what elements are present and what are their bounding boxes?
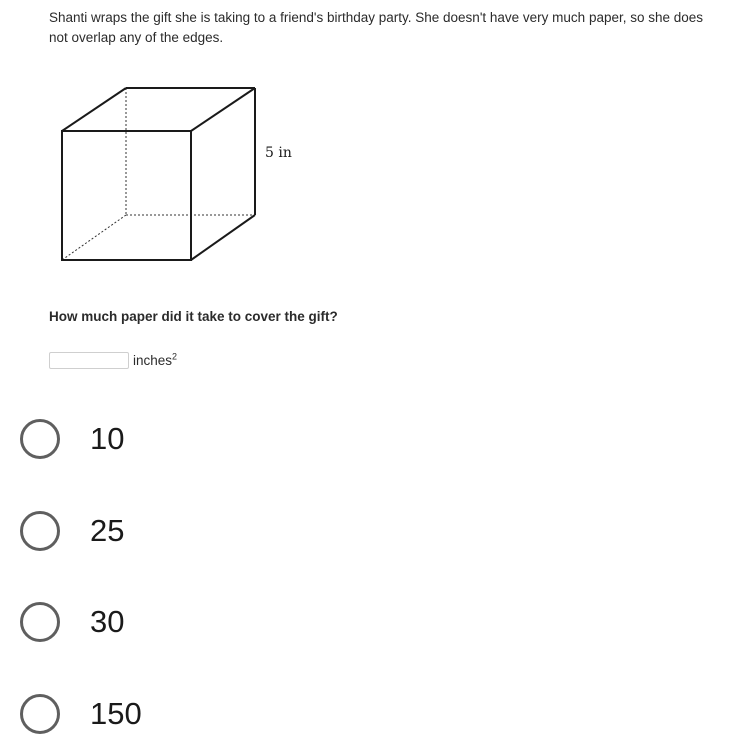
radio-button-2[interactable] bbox=[20, 511, 60, 551]
edge-length-label: 5 in bbox=[265, 145, 292, 161]
choice-option-4[interactable] bbox=[20, 690, 142, 738]
choice-option-1[interactable] bbox=[20, 415, 124, 463]
choice-label-4[interactable]: 150 bbox=[90, 696, 142, 731]
choice-label-3[interactable]: 30 bbox=[90, 604, 125, 639]
problem-prompt: Shanti wraps the gift she is taking to a friend's birthday party. She doesn't have very much paper, so she does not overlap any of the edges. bbox=[49, 10, 704, 45]
choice-option-3[interactable] bbox=[20, 598, 124, 646]
unit-base: inches bbox=[133, 352, 173, 368]
choice-label-1[interactable]: 10 bbox=[90, 421, 125, 456]
radio-button-4[interactable] bbox=[20, 694, 60, 734]
question-text: How much paper did it take to cover the gift? bbox=[49, 309, 338, 324]
answer-row bbox=[49, 350, 177, 370]
unit-exponent: 2 bbox=[172, 351, 178, 361]
cube-figure bbox=[0, 0, 320, 280]
choice-label-2[interactable]: 25 bbox=[90, 513, 125, 548]
choice-option-2[interactable] bbox=[20, 507, 124, 555]
answer-input[interactable] bbox=[49, 352, 129, 369]
radio-button-3[interactable] bbox=[20, 602, 60, 642]
unit-label bbox=[133, 353, 177, 368]
radio-button-1[interactable] bbox=[20, 419, 60, 459]
